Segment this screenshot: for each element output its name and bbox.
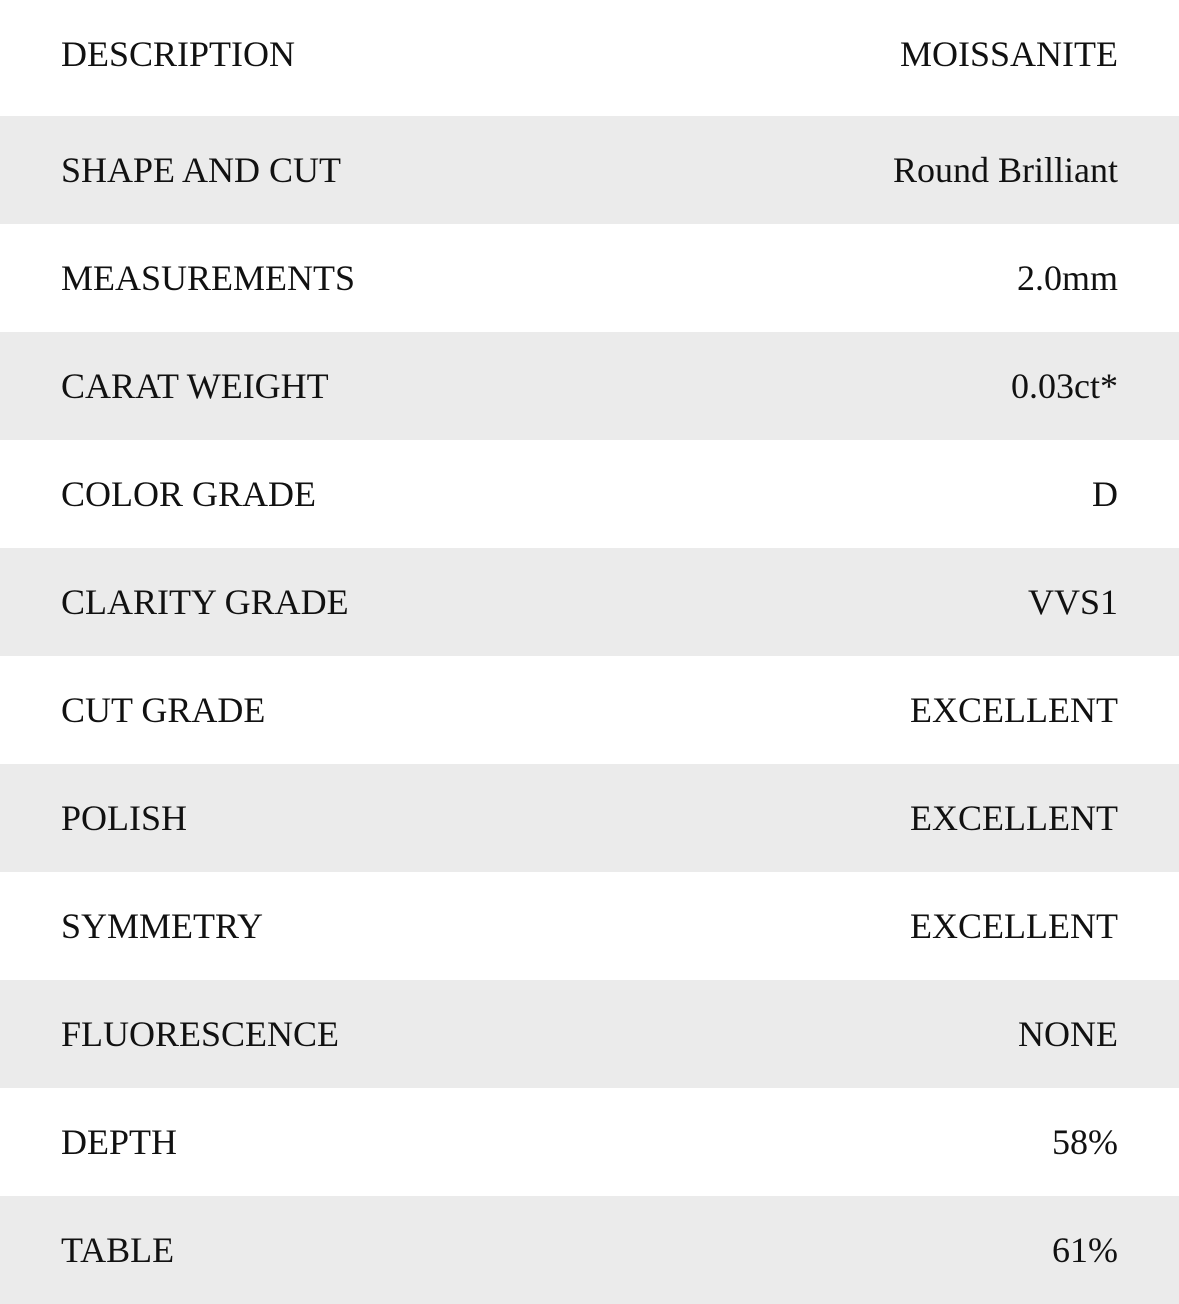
spec-label: CLARITY GRADE	[61, 582, 349, 622]
spec-row-symmetry	[0, 872, 1179, 980]
spec-label: FLUORESCENCE	[61, 1014, 340, 1054]
spec-label: TABLE	[61, 1230, 175, 1270]
spec-row-cut-grade	[0, 656, 1179, 764]
spec-value: NONE	[1018, 1014, 1118, 1054]
spec-value: VVS1	[1027, 582, 1118, 622]
spec-value: 0.03ct*	[1011, 366, 1118, 406]
spec-value: 2.0mm	[1016, 258, 1118, 298]
spec-value: D	[1092, 474, 1118, 514]
spec-label: SYMMETRY	[61, 906, 264, 946]
spec-label: DEPTH	[61, 1122, 177, 1162]
spec-row-measurements	[0, 224, 1179, 332]
spec-row-depth	[0, 1088, 1179, 1196]
spec-row-table	[0, 1196, 1179, 1304]
spec-label: POLISH	[61, 798, 188, 838]
spec-row-clarity-grade	[0, 548, 1179, 656]
spec-value: 58%	[1052, 1122, 1118, 1162]
spec-value: EXCELLENT	[910, 906, 1118, 946]
spec-value: Round Brilliant	[893, 150, 1118, 190]
spec-row-color-grade	[0, 440, 1179, 548]
spec-value: EXCELLENT	[910, 798, 1118, 838]
spec-label: SHAPE AND CUT	[61, 150, 342, 190]
spec-label: COLOR GRADE	[61, 474, 317, 514]
spec-row-fluorescence	[0, 980, 1179, 1088]
spec-row-carat-weight	[0, 332, 1179, 440]
spec-row-description	[0, 0, 1179, 116]
spec-value: MOISSANITE	[899, 34, 1118, 74]
spec-value: 61%	[1052, 1230, 1118, 1270]
spec-label: MEASUREMENTS	[61, 258, 356, 298]
spec-label: CARAT WEIGHT	[61, 366, 329, 406]
spec-row-shape-and-cut	[0, 116, 1179, 224]
spec-row-polish	[0, 764, 1179, 872]
spec-label: DESCRIPTION	[61, 34, 296, 74]
spec-value: EXCELLENT	[910, 690, 1118, 730]
spec-label: CUT GRADE	[61, 690, 266, 730]
